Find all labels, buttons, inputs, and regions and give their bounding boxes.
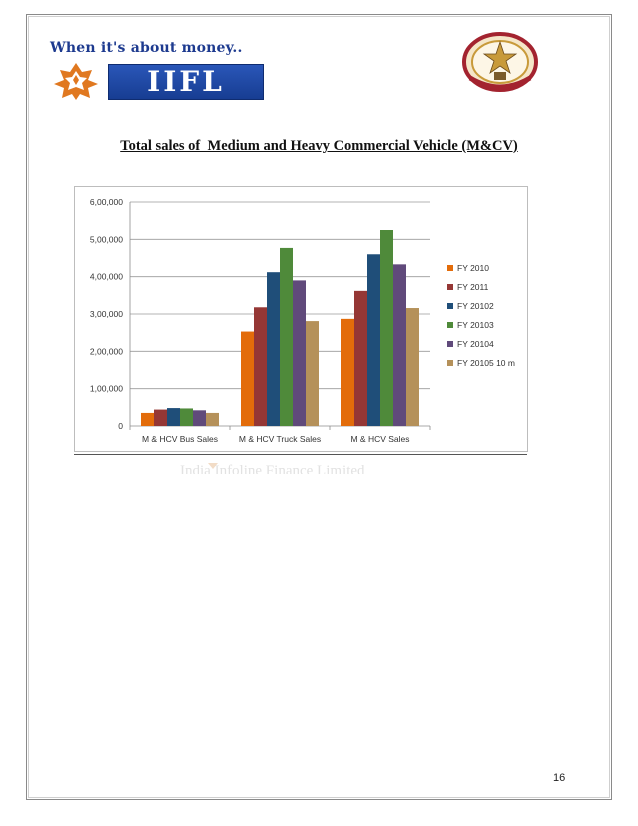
- legend-label: FY 20102: [457, 301, 494, 311]
- bar: [306, 321, 319, 426]
- legend-swatch: [447, 360, 453, 366]
- legend-label: FY 20103: [457, 320, 494, 330]
- legend-swatch: [447, 341, 453, 347]
- iifl-star-mark-icon: [52, 62, 100, 100]
- bar: [280, 248, 293, 426]
- legend-swatch: [447, 265, 453, 271]
- bar: [254, 307, 267, 426]
- bar: [341, 319, 354, 426]
- chart-container: [74, 186, 528, 452]
- iifl-logo: [48, 38, 264, 100]
- y-tick-label: 1,00,000: [89, 383, 123, 394]
- legend-label: FY 20105 10 m: [457, 358, 515, 368]
- legend-label: FY 20104: [457, 339, 494, 349]
- x-tick-label: M & HCV Bus Sales: [141, 434, 219, 444]
- institution-seal-icon: [460, 30, 540, 94]
- bar-chart: [75, 187, 527, 451]
- chart-underline: [74, 454, 527, 455]
- bar: [241, 332, 254, 426]
- bar: [206, 413, 219, 426]
- y-tick-label: 6,00,000: [89, 197, 123, 207]
- bar: [393, 264, 406, 426]
- x-tick-label: M & HCV Sales: [350, 434, 410, 444]
- brand-wordmark: IIFL: [108, 64, 264, 100]
- bar: [354, 291, 367, 426]
- y-tick-label: 5,00,000: [89, 234, 123, 245]
- bar: [293, 280, 306, 426]
- bar: [167, 408, 180, 426]
- bar: [267, 272, 280, 426]
- page-number: 16: [553, 772, 566, 784]
- tagline: When it's about money..: [50, 40, 243, 56]
- bar: [406, 308, 419, 426]
- legend-label: FY 2011: [457, 282, 489, 292]
- bar: [367, 254, 380, 426]
- bar: [141, 413, 154, 426]
- bar: [180, 408, 193, 426]
- legend-swatch: [447, 284, 453, 290]
- legend-label: FY 2010: [457, 263, 489, 273]
- legend-swatch: [447, 303, 453, 309]
- y-tick-label: 4,00,000: [89, 271, 123, 282]
- y-tick-label: 3,00,000: [89, 309, 123, 319]
- chart-title: Total sales of Medium and Heavy Commercial Vehicle (M&CV): [120, 138, 518, 154]
- bar: [154, 410, 167, 426]
- legend-swatch: [447, 322, 453, 328]
- y-tick-label: 0: [118, 421, 123, 431]
- watermark-arrow-icon: [208, 463, 218, 469]
- y-tick-label: 2,00,000: [89, 346, 123, 357]
- bar: [193, 410, 206, 426]
- x-tick-label: M & HCV Truck Sales: [238, 434, 322, 444]
- bar: [380, 230, 393, 426]
- footer-watermark: India Infoline Finance Limited: [180, 463, 365, 474]
